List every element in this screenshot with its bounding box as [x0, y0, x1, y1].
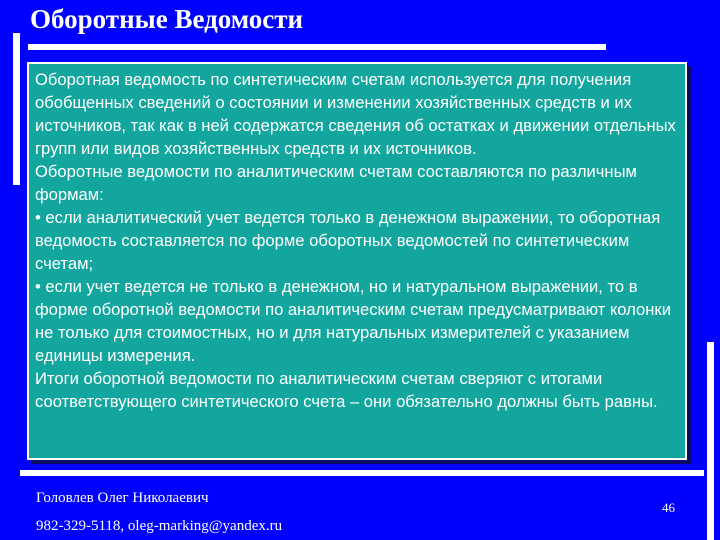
bottom-divider [20, 470, 704, 476]
footer-contact: 982-329-5118, oleg-marking@yandex.ru [36, 518, 283, 534]
left-decorative-bar [13, 33, 20, 185]
title-underline [28, 44, 606, 50]
paragraph-totals: Итоги оборотной ведомости по аналитическим счетам сверяют с итогами соответствующего синтетического счета – они обязательно должны быть равны. [35, 369, 658, 411]
paragraph-analytic-forms: Оборотные ведомости по аналитическим счетам составляются по различным формам: [35, 162, 637, 204]
paragraph-synthetic: Оборотная ведомость по синтетическим счетам используется для получения обобщенных сведений о состоянии и изменении хозяйственных средств и их источников, так как в ней содержатся сведения об остатках и движении отдельных групп или видов хозяйственных средств и их источников. [35, 70, 676, 158]
slide-title: Оборотные Ведомости [30, 4, 304, 34]
bullet-natural: • если учет ведется не только в денежном, но и натуральном выражении, то в форме оборотной ведомости по аналитическим счетам предусматривают колонки не только для стоимостных, но и для натуральных измерителей с указанием единицы измерения. [35, 277, 671, 365]
bullet-monetary: • если аналитический учет ведется только в денежном выражении, то оборотная ведомость составляется по форме оборотных ведомостей по синтетическим счетам; [35, 208, 661, 273]
right-decorative-bar [707, 342, 714, 540]
page-number: 46 [662, 500, 675, 515]
content-box [27, 62, 687, 460]
footer-author: Головлев Олег Николаевич [36, 490, 209, 506]
